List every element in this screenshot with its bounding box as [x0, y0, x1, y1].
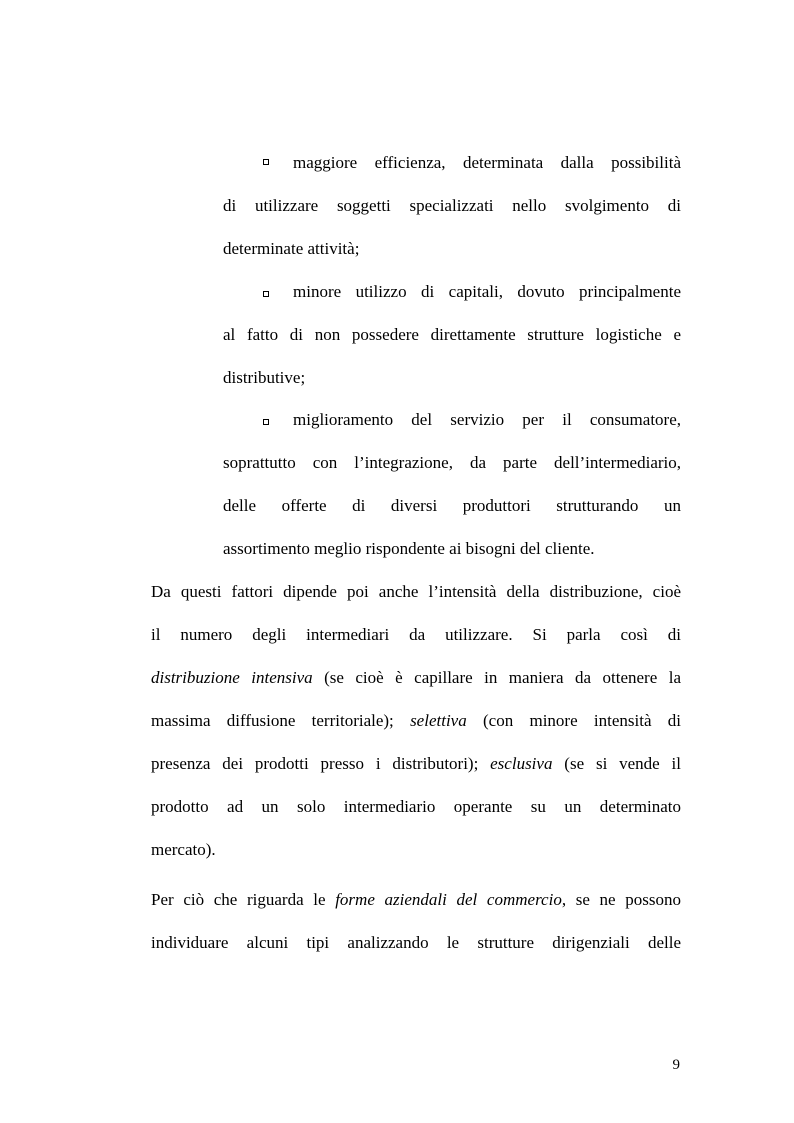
bullet-3-line-4: assortimento meglio rispondente ai bisogni del cliente.	[223, 539, 595, 558]
para2-line-1	[151, 890, 681, 910]
bullet-3-line-3: delle offerte di diversi produttori strutturando un	[223, 496, 681, 515]
bullet-2-first-line: minore utilizzo di capitali, dovuto principalmente	[293, 282, 681, 301]
para1-line-1: Da questi fattori dipende poi anche l’intensità della distribuzione, cioè	[151, 582, 681, 601]
bullet-2-line-2: al fatto di non possedere direttamente strutture logistiche e	[223, 325, 681, 344]
bullet-1-line-2: di utilizzare soggetti specializzati nello svolgimento di	[223, 196, 681, 215]
para2-line-1-text: Per ciò che riguarda le	[151, 890, 336, 909]
para1-line-3-text: (se cioè è capillare in maniera da ottenere la	[312, 668, 681, 687]
bullet-1-first-line: maggiore efficienza, determinata dalla possibilità	[293, 153, 681, 172]
term-esclusiva: esclusiva	[490, 754, 553, 773]
para1-line-5	[151, 754, 681, 774]
para1-line-4	[151, 711, 681, 731]
term-distribuzione-intensiva: distribuzione intensiva	[151, 668, 313, 687]
term-selettiva: selettiva	[410, 711, 467, 730]
term-forme-aziendali: forme aziendali del commercio	[335, 890, 562, 909]
para1-line-4-text: massima diffusione territoriale);	[151, 711, 411, 730]
para1-line-2: il numero degli intermediari da utilizzare. Si parla così di	[151, 625, 681, 644]
bullet-2-line-3: distributive;	[223, 368, 306, 387]
bullet-1-line-3: determinate attività;	[223, 239, 360, 258]
para1-line-7: mercato).	[151, 840, 216, 859]
para1-line-5-text: presenza dei prodotti presso i distributori);	[151, 754, 491, 773]
para1-line-6: prodotto ad un solo intermediario operante su un determinato	[151, 797, 681, 816]
checkbox-bullet-icon	[263, 159, 269, 165]
para2-line-1-rest: , se ne possono	[561, 890, 681, 909]
para1-line-5-rest: (se si vende il	[552, 754, 681, 773]
checkbox-bullet-icon	[263, 419, 269, 425]
page-number: 9	[672, 1057, 680, 1073]
para1-line-4-rest: (con minore intensità di	[466, 711, 681, 730]
bullet-3-first-line: miglioramento del servizio per il consumatore,	[293, 410, 681, 429]
bullet-3-line-2: soprattutto con l’integrazione, da parte dell’intermediario,	[223, 453, 681, 472]
para2-line-2: individuare alcuni tipi analizzando le strutture dirigenziali delle	[151, 933, 681, 952]
checkbox-bullet-icon	[263, 291, 269, 297]
para1-line-3	[151, 668, 681, 688]
